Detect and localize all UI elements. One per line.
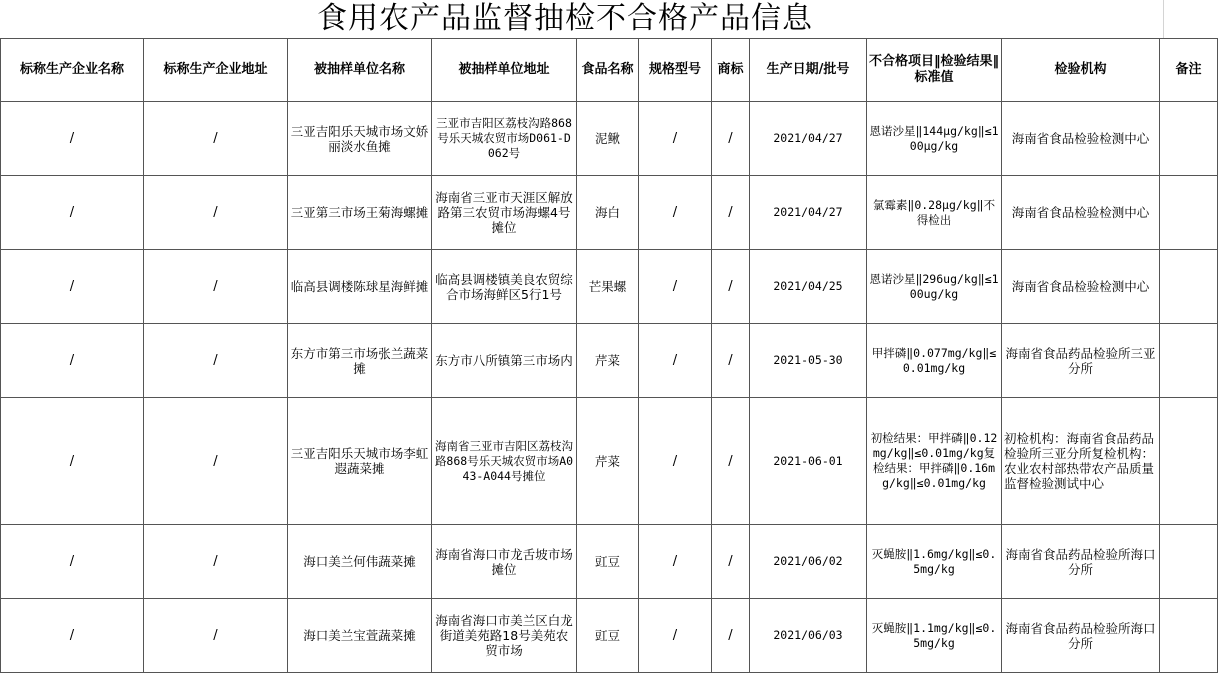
header-note[interactable]: 备注 <box>1160 39 1218 102</box>
cell-sampled-address[interactable]: 海南省三亚市吉阳区荔枝沟路868号乐天城农贸市场A043-A044号摊位 <box>432 398 577 525</box>
header-manufacturer[interactable]: 标称生产企业名称 <box>1 39 144 102</box>
header-brand[interactable]: 商标 <box>712 39 750 102</box>
cell-date[interactable]: 2021/04/27 <box>750 176 867 250</box>
cell-brand[interactable]: / <box>712 525 750 599</box>
cell-agency[interactable]: 海南省食品药品检验所海口分所 <box>1002 525 1160 599</box>
cell-manufacturer[interactable]: / <box>1 176 144 250</box>
cell-date[interactable]: 2021/04/27 <box>750 102 867 176</box>
table-row <box>1 176 1218 250</box>
cell-brand[interactable]: / <box>712 398 750 525</box>
cell-brand[interactable]: / <box>712 599 750 673</box>
cell-date[interactable]: 2021/06/02 <box>750 525 867 599</box>
cell-item[interactable]: 灭蝇胺‖1.6mg/kg‖≤0.5mg/kg <box>867 525 1002 599</box>
cell-manufacturer-address[interactable]: / <box>144 176 288 250</box>
cell-manufacturer-address[interactable]: / <box>144 599 288 673</box>
sheet-gridline <box>1163 0 1164 38</box>
cell-brand[interactable]: / <box>712 324 750 398</box>
header-spec[interactable]: 规格型号 <box>639 39 712 102</box>
header-date[interactable]: 生产日期/批号 <box>750 39 867 102</box>
cell-item[interactable]: 甲拌磷‖0.077mg/kg‖≤0.01mg/kg <box>867 324 1002 398</box>
cell-spec[interactable]: / <box>639 599 712 673</box>
cell-agency[interactable]: 海南省食品药品检验所三亚分所 <box>1002 324 1160 398</box>
cell-item[interactable]: 初检结果：甲拌磷‖0.12mg/kg‖≤0.01mg/kg复检结果：甲拌磷‖0.16mg/kg‖≤0.01mg/kg <box>867 398 1002 525</box>
cell-item[interactable]: 恩诺沙星‖296ug/kg‖≤100ug/kg <box>867 250 1002 324</box>
cell-sampled-unit[interactable]: 三亚吉阳乐天城市场文娇丽淡水鱼摊 <box>288 102 432 176</box>
cell-date[interactable]: 2021-06-01 <box>750 398 867 525</box>
cell-agency[interactable]: 海南省食品药品检验所海口分所 <box>1002 599 1160 673</box>
cell-spec[interactable]: / <box>639 324 712 398</box>
cell-sampled-address[interactable]: 临高县调楼镇美良农贸综合市场海鲜区5行1号 <box>432 250 577 324</box>
cell-food[interactable]: 豇豆 <box>577 599 639 673</box>
header-item[interactable]: 不合格项目‖检验结果‖标准值 <box>867 39 1002 102</box>
table-row <box>1 525 1218 599</box>
cell-manufacturer-address[interactable]: / <box>144 102 288 176</box>
cell-note[interactable] <box>1160 102 1218 176</box>
table-row <box>1 102 1218 176</box>
cell-manufacturer-address[interactable]: / <box>144 324 288 398</box>
cell-sampled-unit[interactable]: 海口美兰何伟蔬菜摊 <box>288 525 432 599</box>
table-row <box>1 599 1218 673</box>
cell-agency[interactable]: 海南省食品检验检测中心 <box>1002 102 1160 176</box>
cell-food[interactable]: 芹菜 <box>577 324 639 398</box>
cell-manufacturer[interactable]: / <box>1 102 144 176</box>
table-row <box>1 250 1218 324</box>
cell-manufacturer[interactable]: / <box>1 599 144 673</box>
cell-brand[interactable]: / <box>712 250 750 324</box>
cell-manufacturer[interactable]: / <box>1 398 144 525</box>
results-table <box>0 38 1218 673</box>
cell-date[interactable]: 2021/06/03 <box>750 599 867 673</box>
header-agency[interactable]: 检验机构 <box>1002 39 1160 102</box>
cell-note[interactable] <box>1160 599 1218 673</box>
cell-manufacturer-address[interactable]: / <box>144 398 288 525</box>
cell-sampled-unit[interactable]: 海口美兰宝萱蔬菜摊 <box>288 599 432 673</box>
cell-manufacturer[interactable]: / <box>1 525 144 599</box>
cell-sampled-address[interactable]: 海南省三亚市天涯区解放路第三农贸市场海螺4号摊位 <box>432 176 577 250</box>
cell-sampled-unit[interactable]: 三亚第三市场王菊海螺摊 <box>288 176 432 250</box>
cell-food[interactable]: 泥鳅 <box>577 102 639 176</box>
cell-manufacturer-address[interactable]: / <box>144 525 288 599</box>
cell-sampled-unit[interactable]: 三亚吉阳乐天城市场李虹遐蔬菜摊 <box>288 398 432 525</box>
header-manufacturer-address[interactable]: 标称生产企业地址 <box>144 39 288 102</box>
cell-spec[interactable]: / <box>639 398 712 525</box>
cell-food[interactable]: 海白 <box>577 176 639 250</box>
cell-sampled-address[interactable]: 三亚市吉阳区荔枝沟路868号乐天城农贸市场D061-D062号 <box>432 102 577 176</box>
page-title: 食用农产品监督抽检不合格产品信息 <box>317 1 813 36</box>
cell-note[interactable] <box>1160 525 1218 599</box>
cell-spec[interactable]: / <box>639 525 712 599</box>
header-food[interactable]: 食品名称 <box>577 39 639 102</box>
cell-item[interactable]: 恩诺沙星‖144μg/kg‖≤100μg/kg <box>867 102 1002 176</box>
table-row <box>1 398 1218 525</box>
cell-sampled-unit[interactable]: 临高县调楼陈球星海鲜摊 <box>288 250 432 324</box>
table-header-row <box>1 39 1218 102</box>
cell-agency[interactable]: 海南省食品检验检测中心 <box>1002 176 1160 250</box>
cell-note[interactable] <box>1160 324 1218 398</box>
cell-note[interactable] <box>1160 398 1218 525</box>
header-sampled-address[interactable]: 被抽样单位地址 <box>432 39 577 102</box>
cell-brand[interactable]: / <box>712 176 750 250</box>
cell-manufacturer[interactable]: / <box>1 250 144 324</box>
cell-sampled-unit[interactable]: 东方市第三市场张兰蔬菜摊 <box>288 324 432 398</box>
cell-spec[interactable]: / <box>639 102 712 176</box>
cell-item[interactable]: 灭蝇胺‖1.1mg/kg‖≤0.5mg/kg <box>867 599 1002 673</box>
cell-sampled-address[interactable]: 东方市八所镇第三市场内 <box>432 324 577 398</box>
cell-spec[interactable]: / <box>639 250 712 324</box>
cell-spec[interactable]: / <box>639 176 712 250</box>
table-row <box>1 324 1218 398</box>
cell-brand[interactable]: / <box>712 102 750 176</box>
cell-food[interactable]: 芹菜 <box>577 398 639 525</box>
header-sampled-unit[interactable]: 被抽样单位名称 <box>288 39 432 102</box>
cell-date[interactable]: 2021-05-30 <box>750 324 867 398</box>
cell-item[interactable]: 氯霉素‖0.28μg/kg‖不得检出 <box>867 176 1002 250</box>
cell-food[interactable]: 芒果螺 <box>577 250 639 324</box>
cell-agency[interactable]: 海南省食品检验检测中心 <box>1002 250 1160 324</box>
cell-food[interactable]: 豇豆 <box>577 525 639 599</box>
cell-agency[interactable]: 初检机构：海南省食品药品检验所三亚分所复检机构：农业农村部热带农产品质量监督检验测试中心 <box>1002 398 1160 525</box>
cell-manufacturer[interactable]: / <box>1 324 144 398</box>
cell-manufacturer-address[interactable]: / <box>144 250 288 324</box>
cell-sampled-address[interactable]: 海南省海口市龙舌坡市场摊位 <box>432 525 577 599</box>
cell-note[interactable] <box>1160 250 1218 324</box>
cell-sampled-address[interactable]: 海南省海口市美兰区白龙街道美苑路18号美苑农贸市场 <box>432 599 577 673</box>
cell-note[interactable] <box>1160 176 1218 250</box>
cell-date[interactable]: 2021/04/25 <box>750 250 867 324</box>
